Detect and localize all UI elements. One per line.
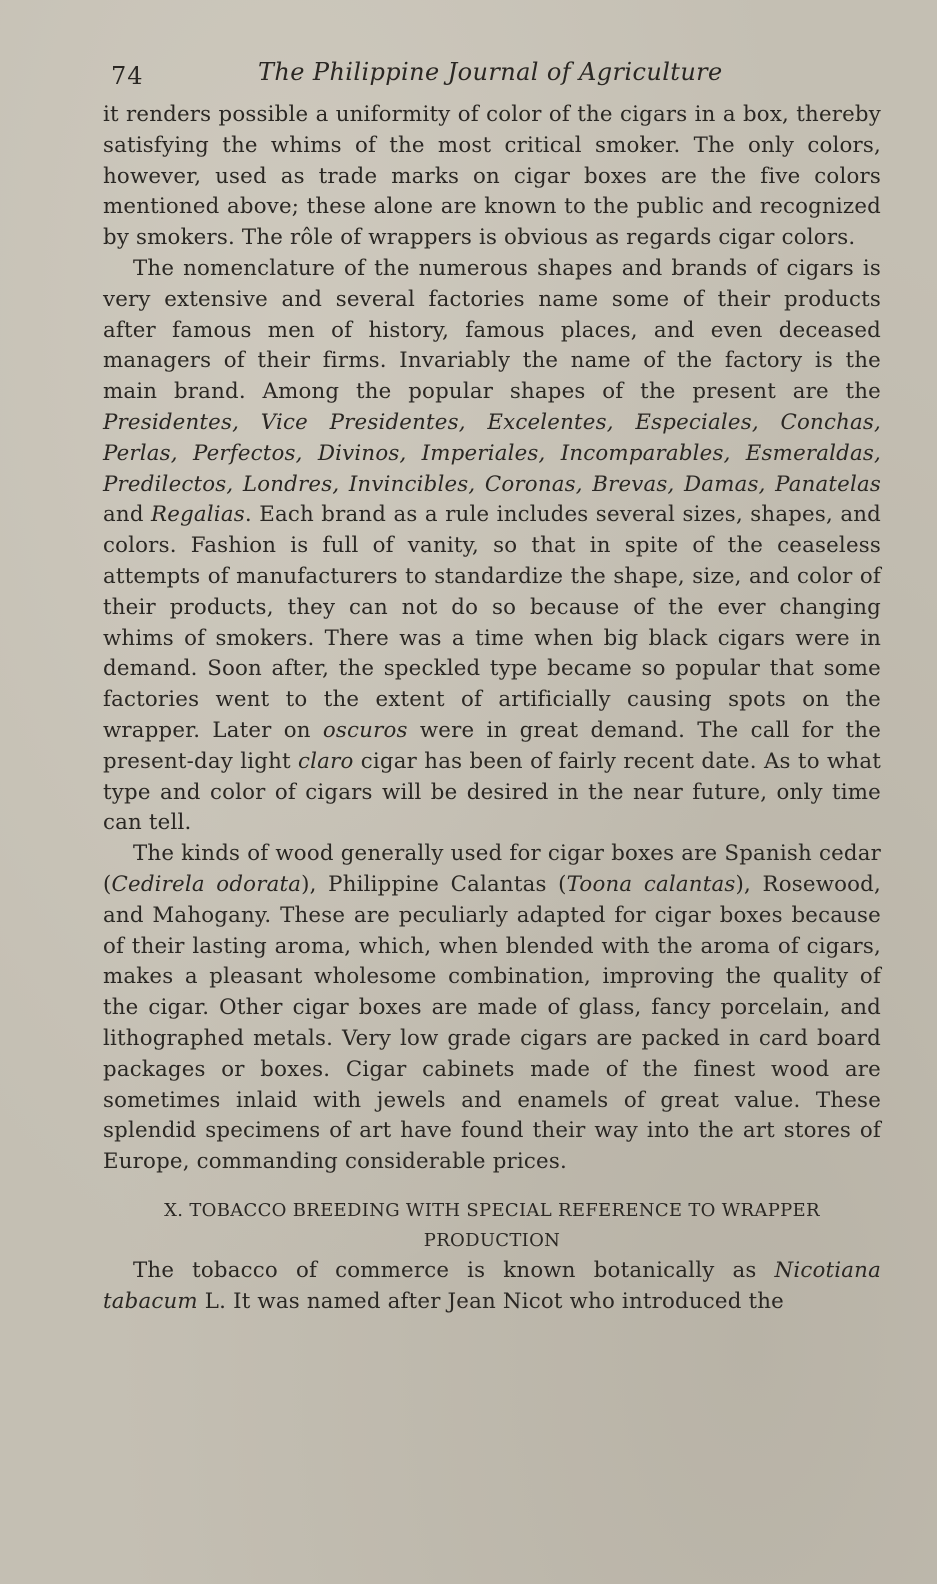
shapes-list: Presidentes, Vice Presidentes, Excelentes, Especiales, Conchas, Perlas, Perfectos, Divinos, Imperiales, Incomparables, Esmeraldas, Predilectos, Londres, Invincibles, Coronas, Brevas, Damas, Panatelas (103, 409, 881, 497)
section-heading-line: PRODUCTION (423, 1229, 561, 1251)
paragraph-text: ), Rosewood, and Mahogany. These are peculiarly adapted for cigar boxes because of their lasting aroma, which, when blended with the aroma of cigars, makes a pleasant wholesome combination, improving the quality of the cigar. Other cigar boxes are made of glass, fancy porcelain, and lithographed metals. Very low grade cigars are packed in card board packages or boxes. Cigar cabinets made of the finest wood are sometimes inlaid with jewels and enamels of great value. These splendid specimens of art have found their way into the art stores of Europe, commanding considerable prices. (103, 871, 881, 1175)
paragraph-text: L. It was named after Jean Nicot who introduced the (197, 1288, 784, 1314)
paragraph-text: ), Philippine Calantas ( (301, 871, 567, 897)
paragraph-text: The kinds of wood generally used for cigar boxes are Spanish cedar ( (103, 841, 881, 897)
paragraph-text: The tobacco of commerce is known botanically as (133, 1257, 775, 1283)
shape-name: Regalias (151, 502, 245, 528)
section-heading (103, 1196, 881, 1256)
running-head (103, 54, 881, 100)
page (103, 54, 881, 1317)
paragraph-cigar-colors (103, 100, 881, 254)
paragraph-text: cigar has been of fairly recent date. As to what type and color of cigars will be desired in the near future, only time can tell. (103, 748, 881, 836)
section-heading-line: X. TOBACCO BREEDING WITH SPECIAL REFERENCE TO WRAPPER (164, 1199, 820, 1221)
paragraph-text: were in great demand. The call for the present-day light (103, 717, 882, 774)
paragraph-text: The nomenclature of the numerous shapes and brands of cigars is very extensive and several factories name some of their products after famous men of history, famous places, and even deceased managers of their firms. Invariably the name of the factory is the main brand. Among the popular shapes of the present are the (103, 255, 881, 405)
paragraph-text: and (103, 502, 152, 528)
paragraph-tobacco-botany (103, 1256, 881, 1318)
journal-title: The Philippine Journal of Agriculture (258, 58, 723, 86)
page-number: 74 (111, 62, 144, 90)
term-claro: claro (298, 748, 354, 774)
paragraph-cigar-boxes (103, 839, 881, 1178)
species-name: Toona calantas (566, 871, 736, 897)
paragraph-text: . Each brand as a rule includes several sizes, shapes, and colors. Fashion is full of vanity, so that in spite of the ceaseless attempts of manufacturers to standardize the shape, size, and color of their products, they can not do so because of the ever changing whims of smokers. There was a time when big black cigars were in demand. Soon after, the speckled type became so popular that some factories went to the extent of artificially causing spots on the wrapper. Later on (103, 502, 881, 743)
paragraph-text: it renders possible a uniformity of color of the cigars in a box, thereby satisfying the whims of the most critical smoker. The only colors, however, used as trade marks on cigar boxes are the five colors mentioned above; these alone are known to the public and recognized by smokers. The rôle of wrappers is obvious as regards cigar colors. (103, 102, 881, 251)
body-text (103, 100, 881, 1317)
species-name: Nicotiana tabacum (103, 1257, 881, 1314)
term-oscuros: oscuros (322, 717, 408, 743)
paragraph-cigar-shapes (103, 254, 881, 839)
species-name: Cedirela odorata (111, 871, 302, 897)
